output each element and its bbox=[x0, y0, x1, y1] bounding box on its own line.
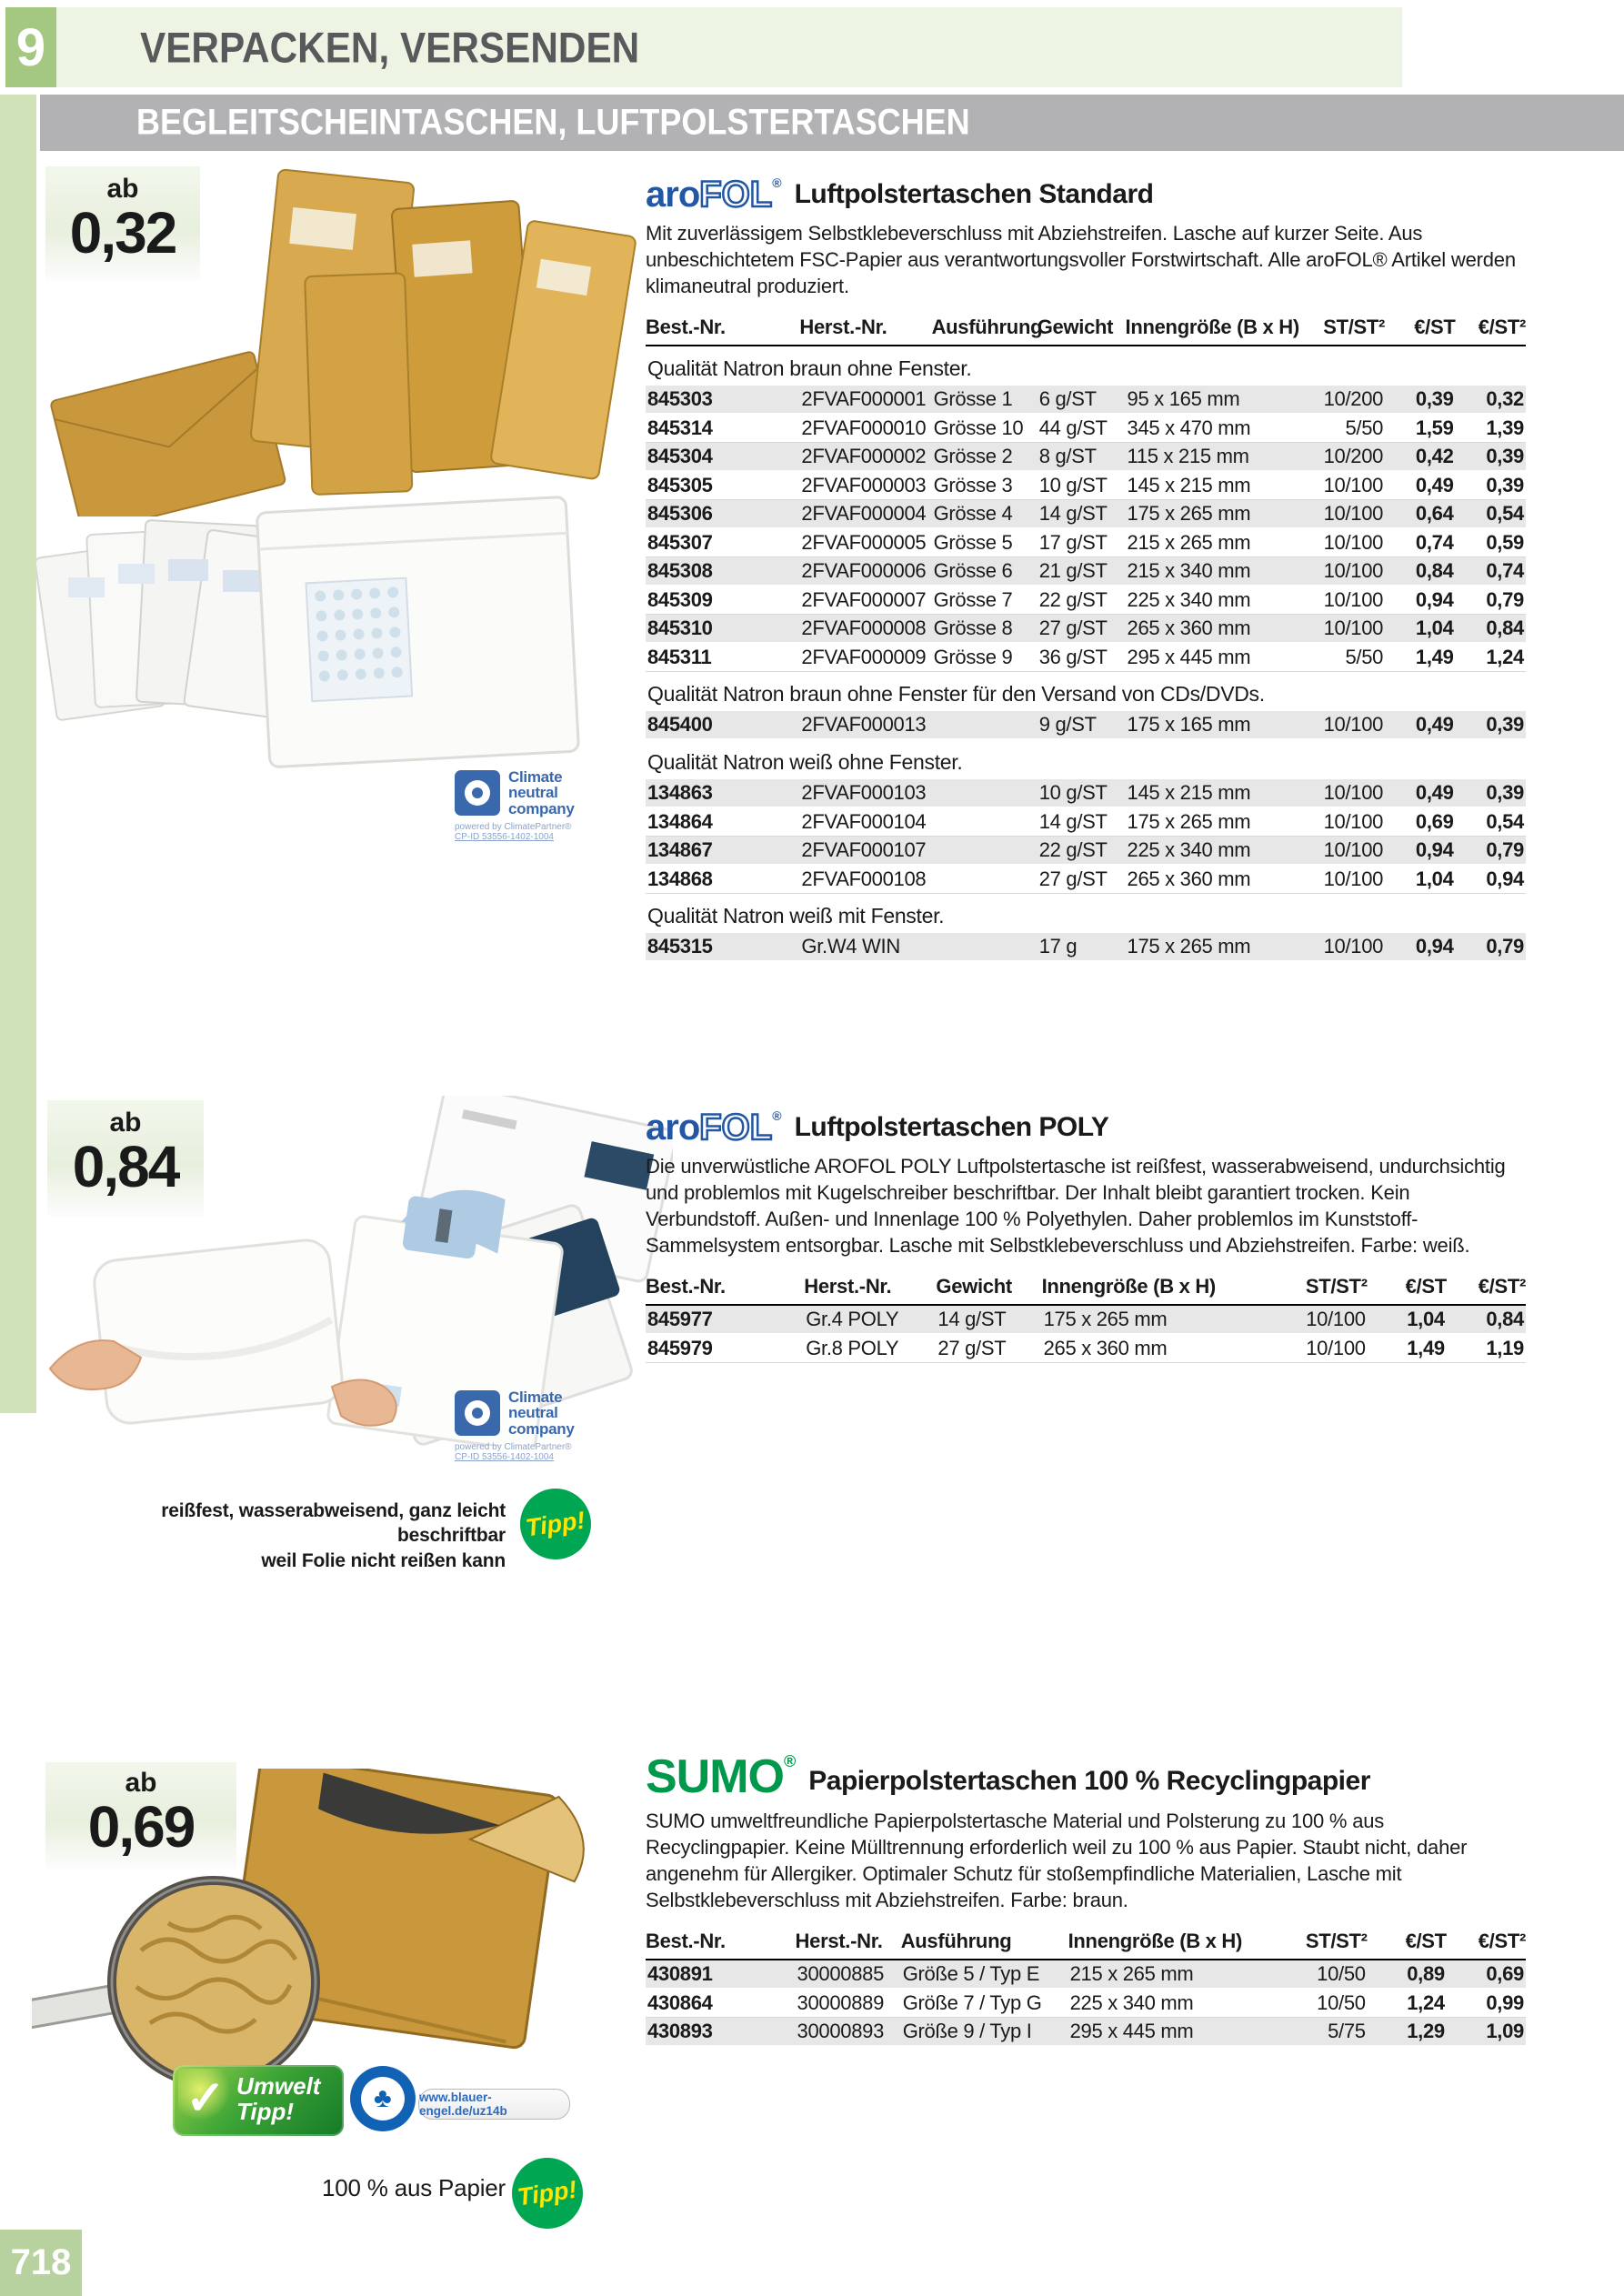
table-cell: 2FVAF000013 bbox=[799, 711, 931, 739]
table-cell: Grösse 4 bbox=[932, 500, 1038, 529]
table-cell: 0,94 bbox=[1385, 586, 1455, 615]
table-cell: 845306 bbox=[646, 500, 799, 529]
table-cell: 10 g/ST bbox=[1038, 471, 1126, 500]
price-prefix: ab bbox=[106, 174, 139, 204]
table-group-label: Qualität Natron weiß ohne Fenster. bbox=[647, 750, 963, 775]
table-cell: 5/50 bbox=[1315, 643, 1385, 672]
table-cell: Grösse 7 bbox=[932, 586, 1038, 615]
table-cell: 0,74 bbox=[1385, 528, 1455, 557]
price-value: 0,69 bbox=[87, 1794, 195, 1860]
table-cell bbox=[932, 711, 1038, 739]
table-row bbox=[646, 865, 1526, 894]
table-row bbox=[646, 837, 1526, 866]
table-cell: 10/50 bbox=[1270, 1960, 1367, 1989]
table-cell: 0,39 bbox=[1456, 711, 1526, 739]
table-cell: Grösse 6 bbox=[932, 557, 1038, 587]
table-cell: 1,24 bbox=[1368, 1989, 1447, 2018]
tipp-label: Tipp! bbox=[524, 1506, 587, 1541]
table-cell: 0,89 bbox=[1368, 1960, 1447, 1989]
table-cell: 845314 bbox=[646, 414, 799, 443]
column-header: Ausführung bbox=[932, 312, 1038, 346]
table-cell bbox=[932, 837, 1038, 866]
table-cell: 845308 bbox=[646, 557, 799, 587]
table-cell: 0,69 bbox=[1385, 807, 1455, 837]
table-cell bbox=[932, 807, 1038, 837]
table-cell: Größe 5 / Typ E bbox=[901, 1960, 1068, 1989]
table-cell: 0,79 bbox=[1456, 837, 1526, 866]
column-header: Best.-Nr. bbox=[646, 1271, 804, 1305]
table-cell: 10/200 bbox=[1315, 443, 1385, 472]
table-cell: 9 g/ST bbox=[1038, 711, 1126, 739]
table-cell: 845400 bbox=[646, 711, 799, 739]
table-cell: 2FVAF000103 bbox=[799, 779, 931, 807]
table-cell: 225 x 340 mm bbox=[1126, 586, 1315, 615]
blauer-engel-logo bbox=[350, 2066, 416, 2131]
section-description: SUMO umweltfreundliche Papierpolstertasche Material und Polsterung zu 100 % aus Recyclingpapier. Keine Mülltrennung erforderlich weil zu 100 % aus Papier. Staubt nicht, daher angenehm für Allergiker. Optimaler Schutz für stoßempfindliche Materialien, Lasche mit Selbstklebeverschluss mit Abziehstreifen. Farbe: braun. bbox=[646, 1810, 1468, 1912]
price-prefix: ab bbox=[109, 1108, 142, 1138]
table-cell: 295 x 445 mm bbox=[1126, 643, 1315, 672]
table-cell bbox=[932, 779, 1038, 807]
table-cell: 2FVAF000002 bbox=[799, 443, 931, 472]
table-cell: 5/75 bbox=[1270, 2018, 1367, 2047]
column-header: €/ST bbox=[1368, 1926, 1447, 1960]
table-cell: 0,79 bbox=[1456, 586, 1526, 615]
table-cell: 845310 bbox=[646, 615, 799, 644]
table-cell: 134864 bbox=[646, 807, 799, 837]
section-title: Luftpolstertaschen POLY bbox=[794, 1112, 1109, 1142]
table-cell: 175 x 265 mm bbox=[1126, 933, 1315, 961]
table-row bbox=[646, 500, 1526, 529]
checkmark-icon: ✓ bbox=[178, 2069, 233, 2129]
climate-powered-by: powered by ClimatePartner® bbox=[455, 1441, 572, 1452]
table-group-label: Qualität Natron braun ohne Fenster für den Versand von CDs/DVDs. bbox=[647, 682, 1265, 707]
table-cell: Gr.W4 WIN bbox=[799, 933, 931, 961]
price-table-standard bbox=[646, 312, 1526, 962]
table-cell: 1,09 bbox=[1447, 2018, 1526, 2047]
table-cell: Größe 7 / Typ G bbox=[901, 1989, 1068, 2018]
table-cell: 2FVAF000008 bbox=[799, 615, 931, 644]
table-cell: 265 x 360 mm bbox=[1042, 1334, 1262, 1363]
column-header: ST/ST² bbox=[1262, 1271, 1368, 1305]
price-value: 0,32 bbox=[69, 200, 176, 266]
table-row bbox=[646, 414, 1526, 443]
table-cell: 6 g/ST bbox=[1038, 386, 1126, 414]
climate-neutral-logo bbox=[455, 1389, 600, 1462]
table-cell: 145 x 215 mm bbox=[1126, 471, 1315, 500]
table-cell: 2FVAF000010 bbox=[799, 414, 931, 443]
climate-logo-line: neutral bbox=[508, 1404, 558, 1422]
climate-logo-line: company bbox=[508, 799, 575, 817]
column-header: ST/ST² bbox=[1315, 312, 1385, 346]
table-cell: 22 g/ST bbox=[1038, 837, 1126, 866]
table-cell: 430893 bbox=[646, 2018, 796, 2047]
page-subtitle: BEGLEITSCHEINTASCHEN, LUFTPOLSTERTASCHEN bbox=[136, 102, 970, 143]
photo-document-pouches bbox=[36, 468, 605, 773]
table-cell: 10/100 bbox=[1315, 779, 1385, 807]
table-row bbox=[646, 933, 1526, 961]
table-cell: 134867 bbox=[646, 837, 799, 866]
table-cell: 2FVAF000005 bbox=[799, 528, 931, 557]
poly-tip-line1: reißfest, wasserabweisend, ganz leicht beschriftbar bbox=[161, 1500, 506, 1547]
table-cell: 0,94 bbox=[1385, 837, 1455, 866]
table-cell: 0,94 bbox=[1385, 933, 1455, 961]
table-cell: 115 x 215 mm bbox=[1126, 443, 1315, 472]
table-cell: 2FVAF000006 bbox=[799, 557, 931, 587]
table-cell: 845305 bbox=[646, 471, 799, 500]
table-cell: Gr.4 POLY bbox=[804, 1305, 936, 1334]
column-header: €/ST bbox=[1368, 1271, 1447, 1305]
climate-cp-id: CP-ID 53556-1402-1004 bbox=[455, 1451, 554, 1462]
table-cell: 1,39 bbox=[1456, 414, 1526, 443]
section-description: Die unverwüstliche AROFOL POLY Luftpolstertasche ist reißfest, wasserabweisend, undurchsichtig und problemlos mit Kugelschreiber beschriftbar. Der Inhalt bleibt garantiert trocken. Kein Verbundstoff. Außen- und Innenlage 100 % Polyethylen. Daher problemlos im Kunststoff-Sammelsystem entsorgbar. Lasche mit Selbstklebeverschluss und Abziehstreifen. Farbe: weiß. bbox=[646, 1155, 1506, 1258]
table-cell: 14 g/ST bbox=[936, 1305, 1041, 1334]
sumo-tip-text: 100 % aus Papier bbox=[321, 2174, 506, 2201]
column-header: €/ST² bbox=[1447, 1926, 1526, 1960]
table-cell: 0,74 bbox=[1456, 557, 1526, 587]
climate-logo-line: company bbox=[508, 1419, 575, 1438]
table-cell: 10/100 bbox=[1315, 837, 1385, 866]
column-header: €/ST bbox=[1385, 312, 1455, 346]
column-header: Herst.-Nr. bbox=[799, 312, 931, 346]
climate-partner-icon bbox=[455, 770, 500, 816]
chapter-number-tab: 9 bbox=[5, 7, 56, 87]
table-cell: 0,84 bbox=[1456, 615, 1526, 644]
column-header: Herst.-Nr. bbox=[796, 1926, 901, 1960]
table-cell: 1,04 bbox=[1368, 1305, 1447, 1334]
photo-paper-envelope-magnifier bbox=[32, 1769, 605, 2087]
table-cell: 845303 bbox=[646, 386, 799, 414]
table-row bbox=[646, 528, 1526, 557]
table-cell: 10/100 bbox=[1315, 865, 1385, 894]
table-cell: 95 x 165 mm bbox=[1126, 386, 1315, 414]
photo-brown-envelopes bbox=[36, 166, 641, 516]
table-group-label: Qualität Natron weiß mit Fenster. bbox=[647, 904, 945, 928]
price-table-sumo bbox=[646, 1926, 1526, 2047]
table-row bbox=[646, 779, 1526, 807]
table-cell: 8 g/ST bbox=[1038, 443, 1126, 472]
column-header: Herst.-Nr. bbox=[804, 1271, 936, 1305]
table-cell: 17 g/ST bbox=[1038, 528, 1126, 557]
table-cell: 845979 bbox=[646, 1334, 804, 1363]
table-cell: 1,49 bbox=[1368, 1334, 1447, 1363]
section-luftpolstertaschen-standard bbox=[646, 176, 1526, 962]
table-cell: 265 x 360 mm bbox=[1126, 615, 1315, 644]
table-cell: 175 x 265 mm bbox=[1126, 500, 1315, 529]
table-cell: 225 x 340 mm bbox=[1068, 1989, 1271, 2018]
table-cell: 0,99 bbox=[1447, 1989, 1526, 2018]
table-cell: 10/100 bbox=[1262, 1334, 1368, 1363]
table-cell: 134863 bbox=[646, 779, 799, 807]
table-row bbox=[646, 711, 1526, 739]
table-cell: 345 x 470 mm bbox=[1126, 414, 1315, 443]
table-cell: 30000889 bbox=[796, 1989, 901, 2018]
section-description: Mit zuverlässigem Selbstklebeverschluss mit Abziehstreifen. Lasche auf kurzer Seite. Aus unbeschichtetem FSC-Papier aus verantwortungsvoller Forstwirtschaft. Alle aroFOL® Artikel werden klimaneutral produziert. bbox=[646, 222, 1516, 298]
table-cell: 27 g/ST bbox=[1038, 615, 1126, 644]
table-cell: 2FVAF000001 bbox=[799, 386, 931, 414]
table-cell: 10/200 bbox=[1315, 386, 1385, 414]
climate-neutral-logo bbox=[455, 769, 600, 842]
section-papierpolstertaschen-sumo bbox=[646, 1750, 1526, 2047]
table-cell: 845307 bbox=[646, 528, 799, 557]
table-cell: Grösse 8 bbox=[932, 615, 1038, 644]
left-margin-strip bbox=[0, 95, 36, 1413]
table-cell: 0,54 bbox=[1456, 807, 1526, 837]
table-cell: 845977 bbox=[646, 1305, 804, 1334]
table-cell: 30000893 bbox=[796, 2018, 901, 2047]
table-cell: 845309 bbox=[646, 586, 799, 615]
table-cell: 0,84 bbox=[1385, 557, 1455, 587]
column-header: ST/ST² bbox=[1270, 1926, 1367, 1960]
table-cell: 175 x 165 mm bbox=[1126, 711, 1315, 739]
column-header: Innengröße (B x H) bbox=[1042, 1271, 1262, 1305]
table-cell: 27 g/ST bbox=[936, 1334, 1041, 1363]
table-cell: 2FVAF000107 bbox=[799, 837, 931, 866]
blauer-engel-figure-icon: ♣ bbox=[374, 2083, 392, 2113]
section-title: Papierpolstertaschen 100 % Recyclingpapier bbox=[808, 1766, 1370, 1796]
table-cell: Grösse 1 bbox=[932, 386, 1038, 414]
table-cell: 27 g/ST bbox=[1038, 865, 1126, 894]
table-row bbox=[646, 471, 1526, 500]
table-cell: 845311 bbox=[646, 643, 799, 672]
table-cell: 10/100 bbox=[1315, 557, 1385, 587]
table-cell: 10/100 bbox=[1315, 807, 1385, 837]
table-row bbox=[646, 1989, 1526, 2018]
table-cell: 2FVAF000004 bbox=[799, 500, 931, 529]
price-value: 0,84 bbox=[72, 1134, 179, 1199]
table-cell: 1,49 bbox=[1385, 643, 1455, 672]
table-group-label: Qualität Natron braun ohne Fenster. bbox=[647, 356, 972, 381]
table-cell: 2FVAF000009 bbox=[799, 643, 931, 672]
table-cell: Grösse 3 bbox=[932, 471, 1038, 500]
table-cell: 215 x 340 mm bbox=[1126, 557, 1315, 587]
table-cell: 0,79 bbox=[1456, 933, 1526, 961]
table-cell: 10/100 bbox=[1315, 471, 1385, 500]
tipp-label: Tipp! bbox=[516, 2175, 579, 2211]
table-cell: 21 g/ST bbox=[1038, 557, 1126, 587]
column-header: Ausführung bbox=[901, 1926, 1068, 1960]
climate-logo-line: neutral bbox=[508, 784, 558, 802]
table-cell: 10/50 bbox=[1270, 1989, 1367, 2018]
table-cell: 5/50 bbox=[1315, 414, 1385, 443]
table-cell: 0,59 bbox=[1456, 528, 1526, 557]
table-cell: 44 g/ST bbox=[1038, 414, 1126, 443]
table-cell: 10/100 bbox=[1262, 1305, 1368, 1334]
table-cell: 2FVAF000108 bbox=[799, 865, 931, 894]
table-cell: 295 x 445 mm bbox=[1068, 2018, 1271, 2047]
column-header: €/ST² bbox=[1447, 1271, 1526, 1305]
table-cell: 2FVAF000003 bbox=[799, 471, 931, 500]
table-cell: 215 x 265 mm bbox=[1068, 1960, 1271, 1989]
table-cell: 30000885 bbox=[796, 1960, 901, 1989]
poly-tip-text bbox=[78, 1499, 506, 1573]
table-cell: 215 x 265 mm bbox=[1126, 528, 1315, 557]
table-cell: 10/100 bbox=[1315, 933, 1385, 961]
table-cell: 1,59 bbox=[1385, 414, 1455, 443]
poly-tip-line2: weil Folie nicht reißen kann bbox=[261, 1549, 506, 1571]
table-cell: 17 g bbox=[1038, 933, 1126, 961]
column-header: Best.-Nr. bbox=[646, 312, 799, 346]
table-cell: Gr.8 POLY bbox=[804, 1334, 936, 1363]
table-row bbox=[646, 643, 1526, 672]
table-cell: 0,39 bbox=[1456, 443, 1526, 472]
table-cell: 1,04 bbox=[1385, 865, 1455, 894]
table-cell: 0,69 bbox=[1447, 1960, 1526, 1989]
umwelt-tipp-badge bbox=[173, 2065, 344, 2136]
table-cell bbox=[932, 933, 1038, 961]
column-header: Innengröße (B x H) bbox=[1126, 312, 1315, 346]
table-cell: 0,39 bbox=[1456, 471, 1526, 500]
table-cell: 430864 bbox=[646, 1989, 796, 2018]
table-cell: 22 g/ST bbox=[1038, 586, 1126, 615]
column-header: Gewicht bbox=[1038, 312, 1126, 346]
table-cell: 1,04 bbox=[1385, 615, 1455, 644]
sumo-logo: SUMO® bbox=[646, 1750, 797, 1803]
table-cell: 1,24 bbox=[1456, 643, 1526, 672]
table-cell: 0,94 bbox=[1456, 865, 1526, 894]
table-cell: 0,32 bbox=[1456, 386, 1526, 414]
table-cell: 225 x 340 mm bbox=[1126, 837, 1315, 866]
table-cell: 0,64 bbox=[1385, 500, 1455, 529]
table-cell: Grösse 5 bbox=[932, 528, 1038, 557]
table-cell: 0,39 bbox=[1456, 779, 1526, 807]
table-row bbox=[646, 2018, 1526, 2047]
arofol-logo: aroFOL® bbox=[646, 175, 782, 215]
page-title-band bbox=[56, 7, 1402, 87]
table-cell: 145 x 215 mm bbox=[1126, 779, 1315, 807]
table-cell: 36 g/ST bbox=[1038, 643, 1126, 672]
table-cell: 1,29 bbox=[1368, 2018, 1447, 2047]
tipp-badge bbox=[512, 2158, 583, 2229]
table-cell: 10/100 bbox=[1315, 528, 1385, 557]
column-header: Gewicht bbox=[936, 1271, 1041, 1305]
blauer-engel-link[interactable]: www.blauer-engel.de/uz14b bbox=[418, 2089, 570, 2120]
climate-powered-by: powered by ClimatePartner® bbox=[455, 821, 572, 832]
table-row bbox=[646, 586, 1526, 615]
umwelt-label-line1: Umwelt bbox=[236, 2072, 321, 2100]
table-row bbox=[646, 1334, 1526, 1363]
table-cell: 0,49 bbox=[1385, 471, 1455, 500]
table-cell: 14 g/ST bbox=[1038, 807, 1126, 837]
column-header: Best.-Nr. bbox=[646, 1926, 796, 1960]
climate-logo-line: Climate bbox=[508, 768, 563, 786]
column-header: Innengröße (B x H) bbox=[1068, 1926, 1271, 1960]
table-cell: 10/100 bbox=[1315, 711, 1385, 739]
table-row bbox=[646, 1305, 1526, 1334]
arofol-logo: aroFOL® bbox=[646, 1108, 782, 1148]
page-subtitle-band bbox=[40, 95, 1624, 151]
table-cell: 14 g/ST bbox=[1038, 500, 1126, 529]
table-cell: 265 x 360 mm bbox=[1126, 865, 1315, 894]
page-title: VERPACKEN, VERSENDEN bbox=[140, 23, 640, 72]
column-header: €/ST² bbox=[1456, 312, 1526, 346]
table-cell: 134868 bbox=[646, 865, 799, 894]
table-cell: 845315 bbox=[646, 933, 799, 961]
table-cell: Größe 9 / Typ I bbox=[901, 2018, 1068, 2047]
table-cell: Grösse 9 bbox=[932, 643, 1038, 672]
price-table-poly bbox=[646, 1271, 1526, 1363]
table-cell: 0,49 bbox=[1385, 711, 1455, 739]
umwelt-label-line2: Tipp! bbox=[236, 2098, 295, 2125]
table-cell: 10/100 bbox=[1315, 615, 1385, 644]
section-title: Luftpolstertaschen Standard bbox=[794, 179, 1154, 209]
table-cell: 175 x 265 mm bbox=[1126, 807, 1315, 837]
table-cell: 175 x 265 mm bbox=[1042, 1305, 1262, 1334]
table-cell: 0,49 bbox=[1385, 779, 1455, 807]
tipp-badge bbox=[520, 1489, 591, 1559]
section-luftpolstertaschen-poly bbox=[646, 1109, 1526, 1363]
table-cell: Grösse 2 bbox=[932, 443, 1038, 472]
table-cell: 0,54 bbox=[1456, 500, 1526, 529]
table-row bbox=[646, 1960, 1526, 1989]
climate-logo-line: Climate bbox=[508, 1389, 563, 1406]
table-cell: 10 g/ST bbox=[1038, 779, 1126, 807]
table-cell: 10/100 bbox=[1315, 500, 1385, 529]
table-cell: 430891 bbox=[646, 1960, 796, 1989]
table-cell: Grösse 10 bbox=[932, 414, 1038, 443]
table-row bbox=[646, 807, 1526, 837]
price-prefix: ab bbox=[125, 1768, 157, 1798]
table-row bbox=[646, 615, 1526, 644]
table-cell: 845304 bbox=[646, 443, 799, 472]
climate-partner-icon bbox=[455, 1390, 500, 1436]
table-cell: 0,39 bbox=[1385, 386, 1455, 414]
table-cell: 2FVAF000104 bbox=[799, 807, 931, 837]
table-cell: 2FVAF000007 bbox=[799, 586, 931, 615]
table-cell: 1,19 bbox=[1447, 1334, 1526, 1363]
table-row bbox=[646, 443, 1526, 472]
table-cell: 0,84 bbox=[1447, 1305, 1526, 1334]
climate-cp-id: CP-ID 53556-1402-1004 bbox=[455, 831, 554, 842]
table-cell: 10/100 bbox=[1315, 586, 1385, 615]
page-number: 718 bbox=[0, 2230, 82, 2296]
table-row bbox=[646, 557, 1526, 587]
table-cell: 0,42 bbox=[1385, 443, 1455, 472]
table-cell bbox=[932, 865, 1038, 894]
table-row bbox=[646, 386, 1526, 414]
